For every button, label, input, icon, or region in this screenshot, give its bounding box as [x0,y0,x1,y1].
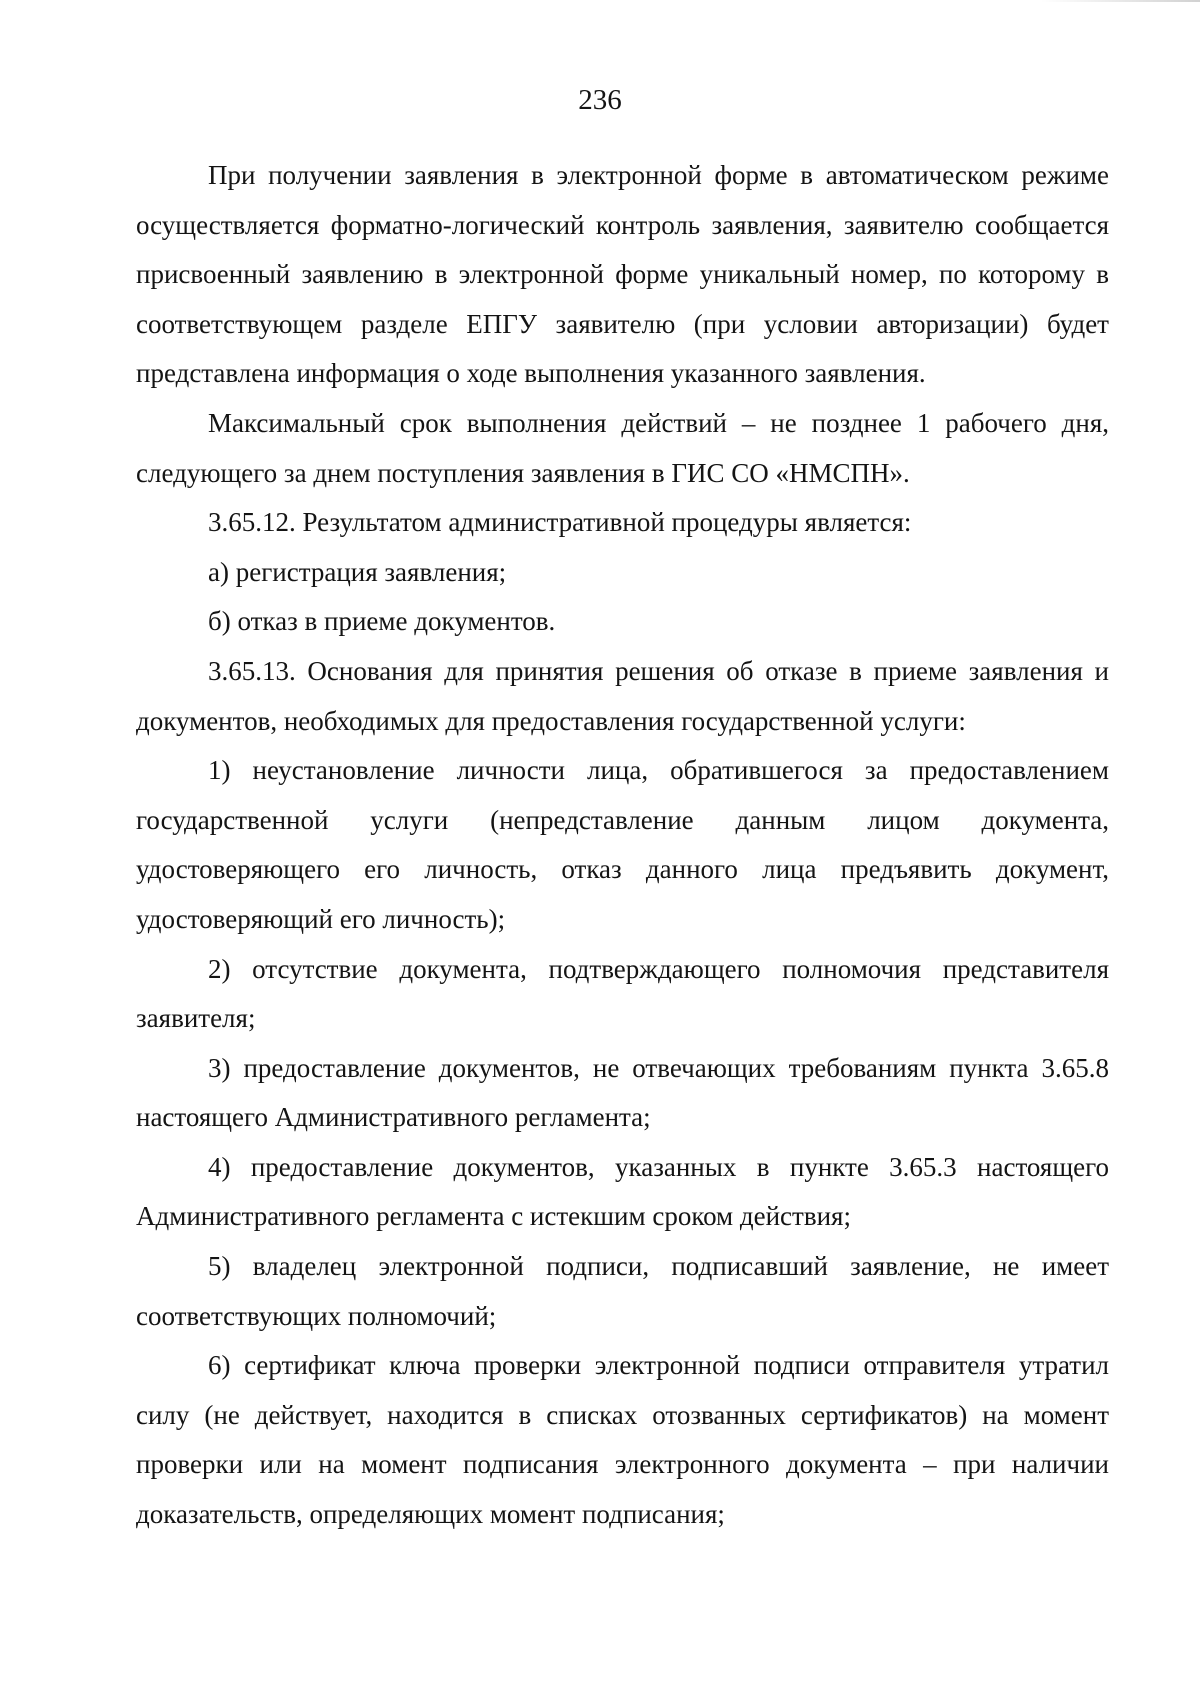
list-item-a: а) регистрация заявления; [208,556,507,587]
list-item-b: б) отказ в приеме документов. [208,606,556,637]
list-item-4: 4) предоставление документов, указанных в пункте 3.65.3 настоящего Административного регламента с истекшим сроком действия; [136,1151,1109,1232]
list-item-6: 6) сертификат ключа проверки электронной подписи отправителя утратил силу (не действует, находится в списках отозванных сертификатов) на момент проверки или на момент подписания электронного документа – при наличии доказательств, определяющих момент подписания; [136,1350,1109,1530]
paragraph-section-3-65-13: 3.65.13. Основания для принятия решения об отказе в приеме заявления и документов, необходимых для предоставления государственной услуги: [136,655,1109,736]
list-item-2: 2) отсутствие документа, подтверждающего полномочия представителя заявителя; [136,953,1109,1034]
paragraph-section-3-65-12: 3.65.12. Результатом административной процедуры является: [208,507,912,538]
page-number: 236 [578,84,622,116]
list-item-5: 5) владелец электронной подписи, подписавший заявление, не имеет соответствующих полномочий; [136,1251,1109,1331]
scan-edge-mark [1040,0,1200,2]
paragraph-max-term: Максимальный срок выполнения действий – не позднее 1 рабочего дня, следующего за днем поступления заявления в ГИС СО «НМСПН». [136,407,1109,488]
list-item-1: 1) неустановление личности лица, обратившегося за предоставлением государственной услуги (непредставление данным лицом документа, удостоверяющего его личность, отказ данного лица предъявить документ, удостоверяющий его личность); [136,755,1109,934]
paragraph-electronic-application: При получении заявления в электронной форме в автоматическом режиме осуществляется форматно-логический контроль заявления, заявителю сообщается присвоенный заявлению в электронной форме уникальный номер, по которому в соответствующем разделе ЕПГУ заявителю (при условии авторизации) будет представлена информация о ходе выполнения указанного заявления. [136,160,1109,389]
document-body [136,151,1109,1540]
list-item-3: 3) предоставление документов, не отвечающих требованиям пункта 3.65.8 настоящего Административного регламента; [136,1052,1109,1133]
